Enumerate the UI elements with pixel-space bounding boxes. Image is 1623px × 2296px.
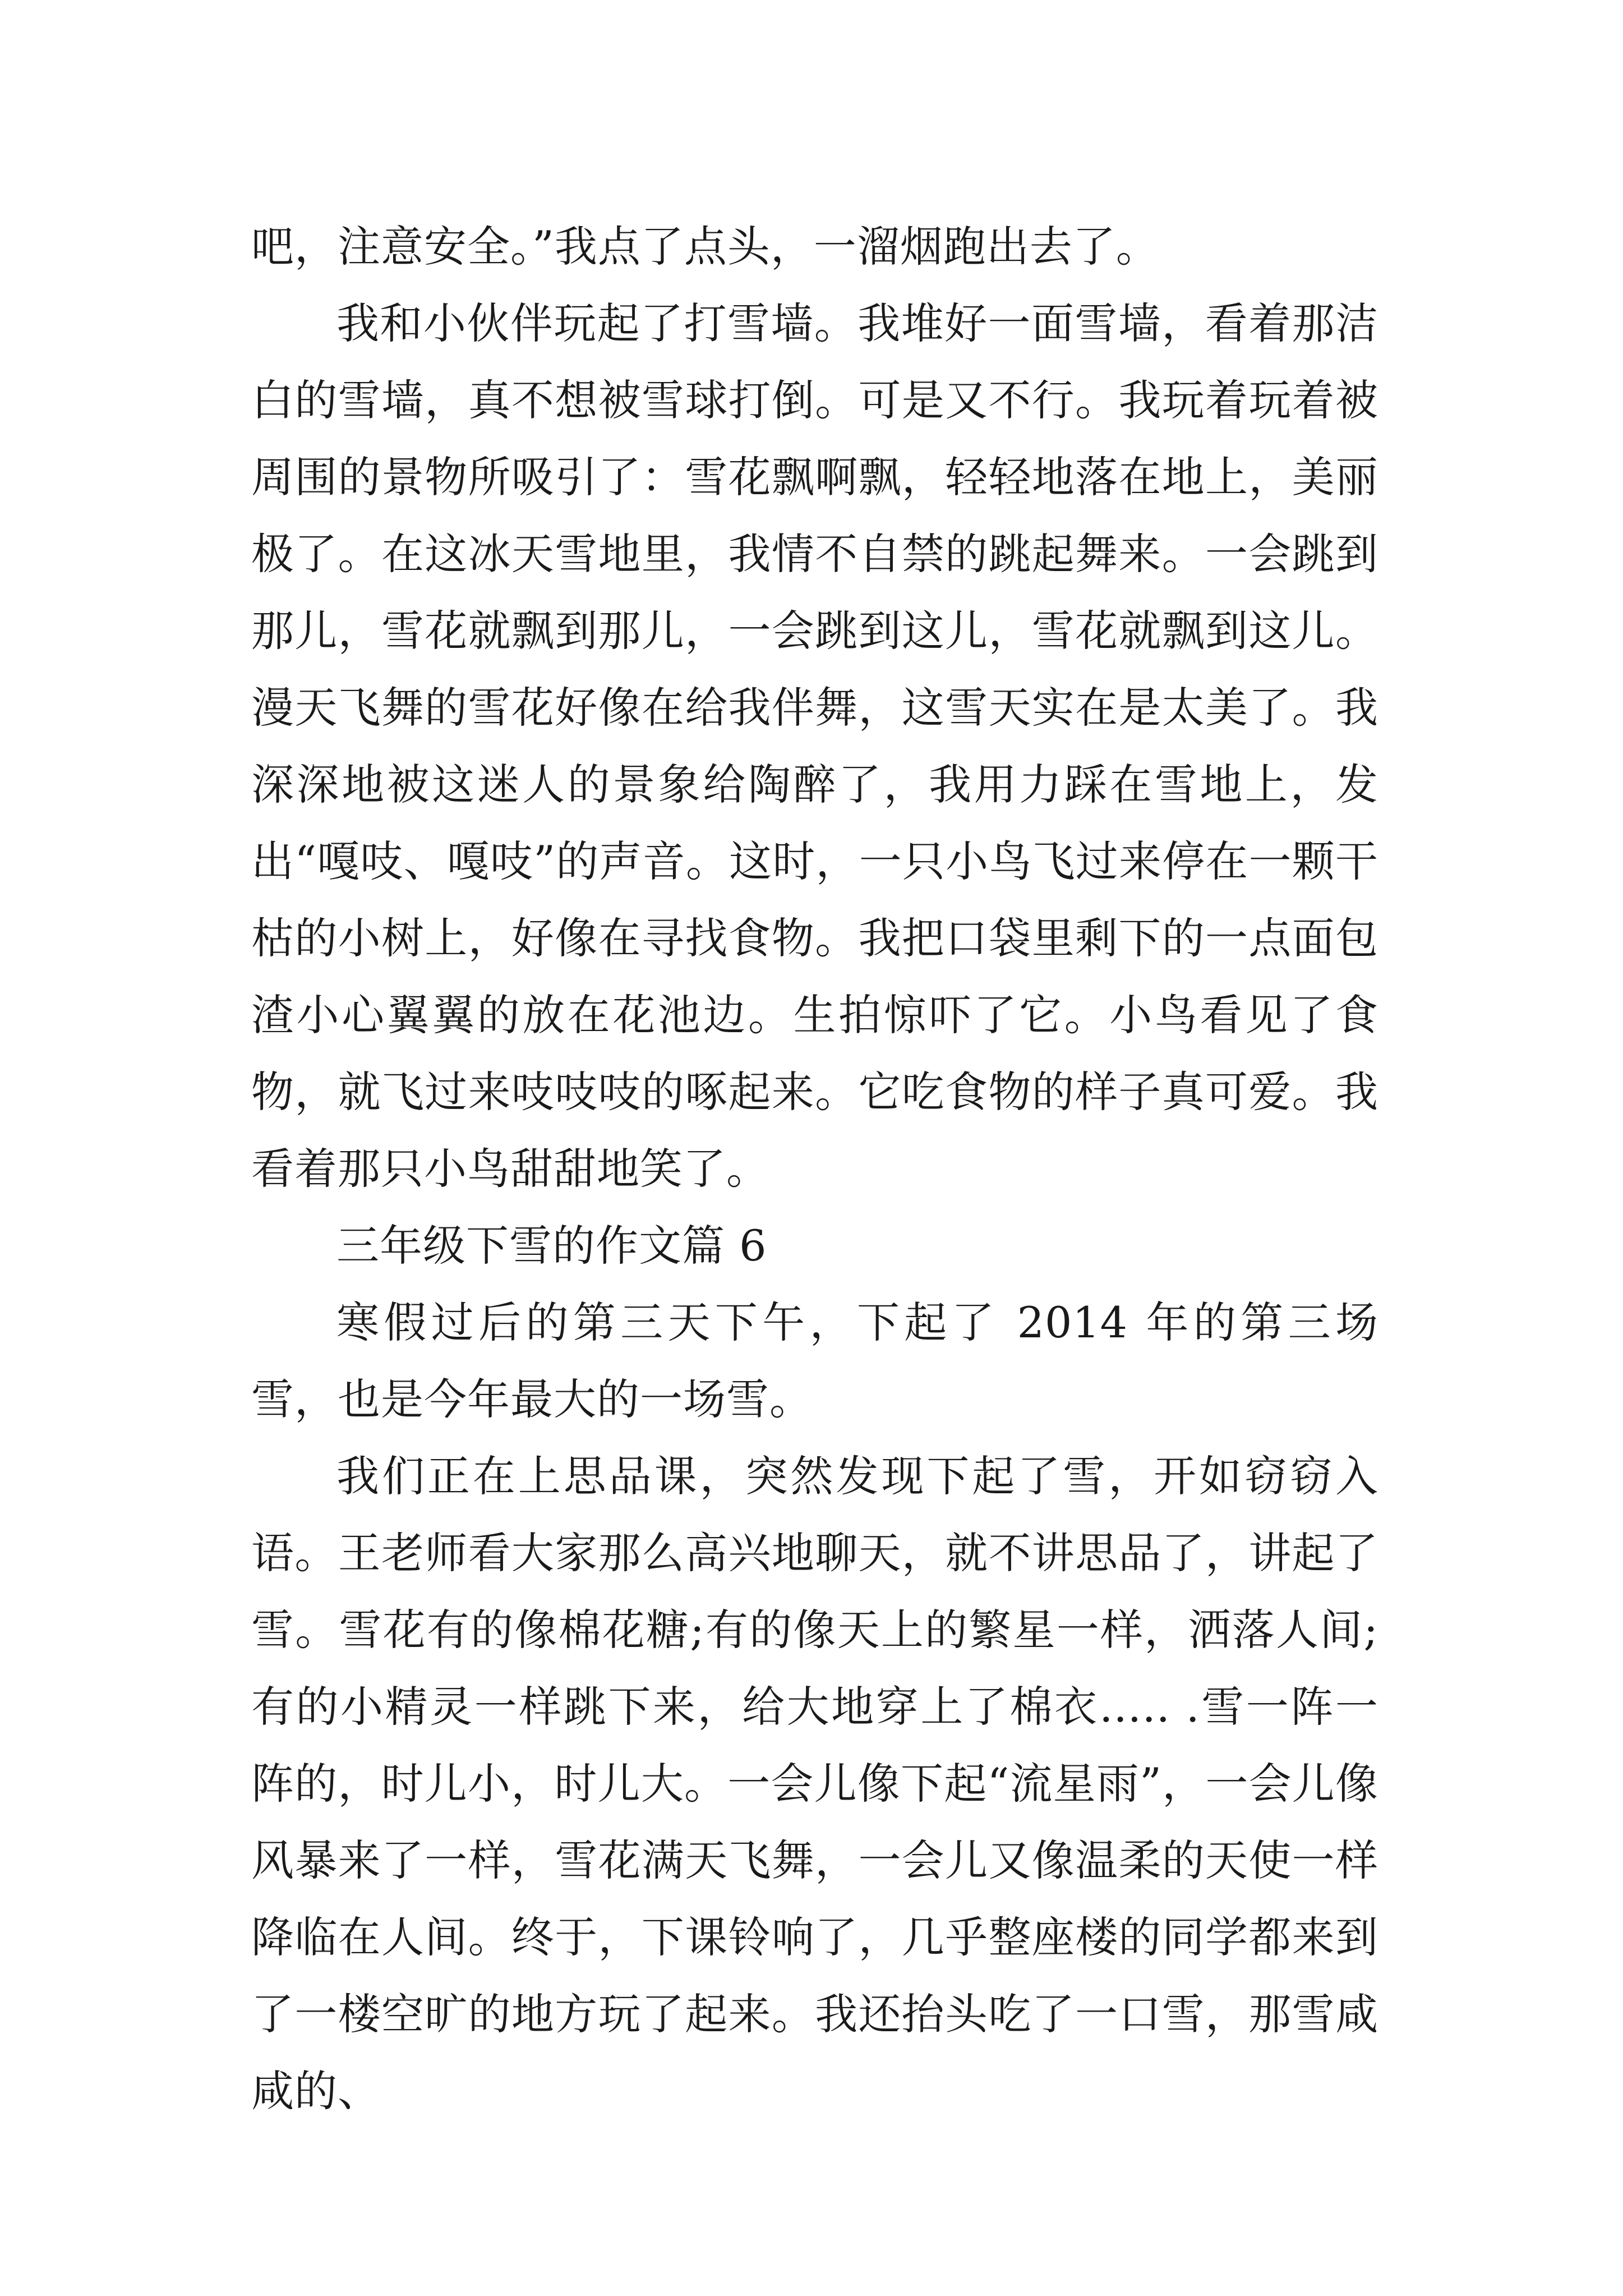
paragraph-class-snow: 我们正在上思品课，突然发现下起了雪，开如窃窃入语。王老师看大家那么高兴地聊天，就不讲思品了，讲起了雪。雪花有的像棉花糖;有的像天上的繁星一样，洒落人间;有的小精灵一样跳下来，给大地穿上了棉衣….. .雪一阵一阵的，时儿小，时儿大。一会儿像下起“流星雨”，一会儿像风暴来了一样，雪花满天飞舞，一会儿又像温柔的天使一样降临在人间。终于，下课铃响了，几乎整座楼的同学都来到了一楼空旷的地方玩了起来。我还抬头吃了一口雪，那雪咸咸的、: [251, 1451, 1378, 2116]
paragraph-third-snow: 寒假过后的第三天下午，下起了 2014 年的第三场雪，也是今年最大的一场雪。: [251, 1297, 1378, 1424]
section-heading: 三年级下雪的作文篇 6: [336, 1221, 767, 1271]
paragraph-closing-line: 吧，注意安全。”我点了点头，一溜烟跑出去了。: [251, 222, 1159, 272]
paragraph-snow-wall: 我和小伙伴玩起了打雪墙。我堆好一面雪墙，看着那洁白的雪墙，真不想被雪球打倒。可是又不行。我玩着玩着被周围的景物所吸引了：雪花飘啊飘，轻轻地落在地上，美丽极了。在这冰天雪地里，我情不自禁的跳起舞来。一会跳到那儿，雪花就飘到那儿，一会跳到这儿，雪花就飘到这儿。漫天飞舞的雪花好像在给我伴舞，这雪天实在是太美了。我深深地被这迷人的景象给陶醉了，我用力踩在雪地上，发出“嘎吱、嘎吱”的声音。这时，一只小鸟飞过来停在一颗干枯的小树上，好像在寻找食物。我把口袋里剩下的一点面包渣小心翼翼的放在花池边。生拍惊吓了它。小鸟看见了食物，就飞过来吱吱吱的啄起来。它吃食物的样子真可爱。我看着那只小鸟甜甜地笑了。: [251, 298, 1378, 1194]
